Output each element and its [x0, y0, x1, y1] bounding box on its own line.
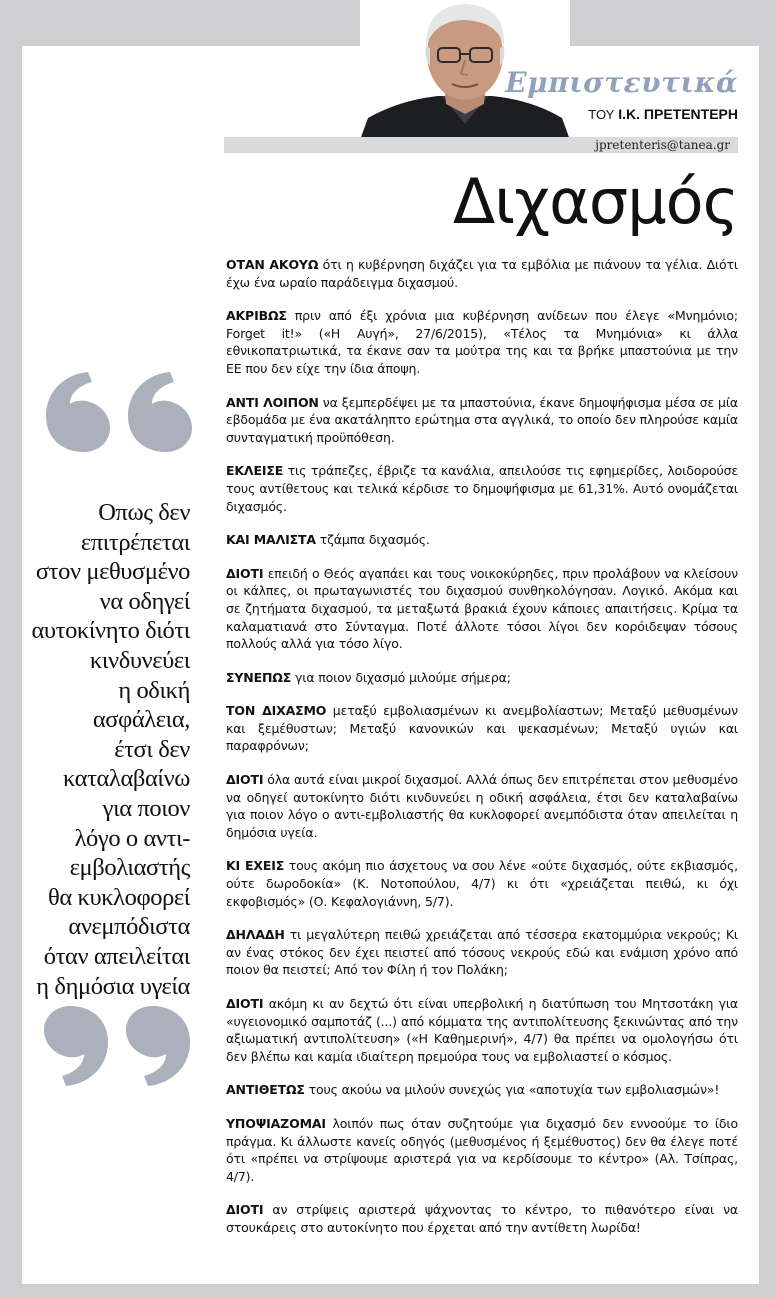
pull-quote-line: Οπως δεν	[98, 499, 190, 526]
paragraph-lead: ΔΙΟΤΙ	[226, 1202, 264, 1218]
paragraph-lead: ΥΠΟΨΙΑΖΟΜΑΙ	[226, 1115, 326, 1131]
paragraph-text: τους ακόμη πιο άσχετους να σου λένε «ούτε διχασμός, ούτε εκβιασμός, ούτε δωροδοκία» (Κ. Νοτοπούλου, 4/7) κι ότι «χρειάζεται πειθώ, κι όχι εκφοβισμός» (Ο. Κεφαλογιάννη, 5/7).	[226, 858, 738, 909]
paragraph	[226, 565, 738, 653]
paragraph-text: να ξεμπερδέψει με τα μπαστούνια, έκανε δημοψήφισμα μέσα σε μία εβδομάδα με ένα ακατάληπτο ερώτημα στα αγγλικά, το οποίο δεν πληρούσε καμία συνταγματική προϋπόθεση.	[226, 394, 738, 445]
email-bar	[224, 137, 738, 153]
paragraph-text: μεταξύ εμβολιασμένων κι ανεμβολίαστων; Μεταξύ μεθυσμένων και ξεμέθυστων; Μεταξύ κανονικών και ψεκασμένων; Μεταξύ υγιών και παραφρόνων;	[226, 703, 738, 754]
pull-quote-line: για ποιον	[102, 794, 190, 822]
paragraph-lead: ΑΚΡΙΒΩΣ	[226, 308, 287, 324]
paragraph	[226, 462, 738, 515]
paragraph-lead: ΔΙΟΤΙ	[226, 996, 264, 1011]
author-email: jpretenteris@tanea.gr	[595, 138, 730, 152]
paragraph-lead: ΤΟΝ ΔΙΧΑΣΜΟ	[226, 703, 327, 719]
byline-prefix: ΤΟΥ	[588, 107, 615, 122]
paragraph-text: τις τράπεζες, έβριζε τα κανάλια, απειλούσε τις εφημερίδες, λοιδορούσε τους αντίθετους και τελικά κέρδισε το δημοψήφισμα με 61,31%. Αυτό ονομάζεται διχασμός.	[226, 463, 738, 514]
paragraph	[226, 1115, 738, 1185]
paragraph	[226, 669, 738, 687]
paragraph	[226, 307, 738, 377]
pull-quote	[30, 498, 190, 1001]
paragraph-text: για ποιον διχασμό μιλούμε σήμερα;	[291, 669, 511, 685]
article-body	[226, 256, 738, 1253]
paragraph	[226, 995, 738, 1065]
byline	[470, 106, 738, 122]
open-quote-icon	[44, 372, 204, 452]
pull-quote-line: η δημόσια υγεία	[36, 972, 190, 1000]
paragraph-text: επειδή ο Θεός αγαπάει και τους νοικοκύρηδες, πριν προλάβουν να κλείσουν οι κάλπες, οι πρωταγωνιστές του διχασμού συνθηκολόγησαν. Λογικό. Ακόμα και σε ζητήματα διχασμού, τα μεταξωτά βρακιά έχουν κάποιες απαιτήσεις. Κρίμα τα καλαματιανά στο Σύνταγμα. Ποτέ άλλοτε τόσοι λίγοι δεν κορόιδεψαν τόσους πολλούς αλλά για τόσο λίγο.	[226, 565, 738, 652]
close-quote-icon	[44, 1006, 204, 1086]
pull-quote-line: ασφάλεια,	[92, 706, 190, 734]
paragraph	[226, 857, 738, 910]
paragraph-lead: ΚΙ ΕΧΕΙΣ	[226, 858, 285, 874]
paragraph-text: ακόμη κι αν δεχτώ ότι είναι υπερβολική η διατύπωση του Μητσοτάκη για «υγειονομικό σαμποτάζ (...) από κόμματα της αντιπολίτευσης ξεκινώντας από την αξιωματική αντιπολίτευση» («Η Καθημερινή», 4/7) θα πρέπει να ομολογήσω ότι δεν βλέπω και καμία ιδιαίτερη πρεμούρα τους να εμβολιαστεί ο κόσμος.	[226, 996, 738, 1064]
pull-quote-line: έτσι δεν	[114, 735, 190, 763]
paragraph-lead: ΕΚΛΕΙΣΕ	[226, 463, 284, 479]
paragraph	[226, 531, 738, 549]
paragraph	[226, 702, 738, 755]
headline: Διχασμός	[452, 165, 738, 238]
pull-quote-line: όταν απειλείται	[43, 942, 190, 970]
paragraph-lead: ΔΙΟΤΙ	[226, 565, 264, 581]
paragraph-lead: ΑΝΤΙΘΕΤΩΣ	[226, 1082, 305, 1098]
pull-quote-line: αυτοκίνητο διότι	[31, 617, 190, 645]
paragraph-lead: ΚΑΙ ΜΑΛΙΣΤΑ	[226, 532, 316, 548]
paragraph	[226, 771, 738, 841]
pull-quote-line: λόγο ο αντι-	[74, 824, 190, 852]
paragraph-text: τι μεγαλύτερη πειθώ χρειάζεται από τέσσερα εκατομμύρια νεκρούς; Κι αν ένας στόκος δεν έχει πειστεί από τόσους νεκρούς εδώ και ενάμιση χρόνο από ποιον θα πειστεί; Από τον Φίλη ή τον Πολάκη;	[226, 927, 738, 978]
paragraph-lead: ΑΝΤΙ ΛΟΙΠΟΝ	[226, 394, 319, 410]
paragraph-lead: ΔΗΛΑΔΗ	[226, 927, 285, 943]
paragraph	[226, 1201, 738, 1236]
pull-quote-line: να οδηγεί	[99, 587, 190, 615]
pull-quote-line: θα κυκλοφορεί	[48, 883, 190, 911]
pull-quote-line: εμβολιαστής	[69, 854, 190, 882]
paragraph-text: τους ακούω να μιλούν συνεχώς για «αποτυχία των εμβολιασμών»!	[304, 1082, 720, 1098]
pull-quote-line: στον μεθυσμένο	[35, 558, 190, 586]
pull-quote-line: η οδική	[118, 676, 190, 704]
paragraph-text: αν στρίψεις αριστερά ψάχνοντας το κέντρο, το πιθανότερο είναι να στουκάρεις στο αυτοκίνητο που έρχεται από την αντίθετη λωρίδα!	[226, 1202, 738, 1235]
paragraph-text: λοιπόν πως όταν συζητούμε για διχασμό δεν εννοούμε το ίδιο πράγμα. Κι άλλωστε κανείς οδηγός (μεθυσμένος ή ξεμέθυστος) δεν θα έλεγε ποτέ ότι «πρέπει να στρίψουμε αριστερά για να κερδίσουμε το κέντρο» (Αλ. Τσίπρας, 4/7).	[226, 1115, 738, 1184]
paragraph-lead: ΣΥΝΕΠΩΣ	[226, 669, 292, 685]
paragraph-lead: ΟΤΑΝ ΑΚΟΥΩ	[226, 257, 319, 272]
paragraph-text: ότι η κυβέρνηση διχάζει για τα εμβόλια με πιάνουν τα γέλια. Διότι έχω ένα ωραίο παράδειγμα διχασμού.	[226, 257, 739, 290]
paragraph-text: όλα αυτά είναι μικροί διχασμοί. Αλλά όπως δεν επιτρέπεται στον μεθυσμένο να οδηγεί αυτοκίνητο διότι κινδυνεύει η οδική ασφάλεια, έτσι δεν καταλαβαίνω για ποιον λόγο ο αντι-εμβολιαστής θα κυκλοφορεί ανεμπόδιστα όταν απειλείται η δημόσια υγεία.	[226, 772, 738, 840]
pull-quote-line: κινδυνεύει	[89, 646, 190, 674]
paragraph	[226, 394, 738, 447]
column-name: Εμπιστευτικά	[505, 66, 738, 99]
pull-quote-line: καταλαβαίνω	[62, 765, 190, 793]
paragraph-lead: ΔΙΟΤΙ	[226, 772, 264, 788]
paragraph-text: πριν από έξι χρόνια μια κυβέρνηση ανίδεων που έλεγε «Μνημόνιο; Forget it!» («Η Αυγή», 27/6/2015), «Τέλος τα Μνημόνια» κι άλλα εθνικοπατριωτικά, τα έκανε σαν τα μούτρα της και τα βρήκε μπαστούνια με την ΕΕ που δεν είχε την ίδια άποψη.	[226, 308, 738, 376]
pull-quote-line: ανεμπόδιστα	[68, 913, 190, 941]
paragraph	[226, 1081, 738, 1099]
paragraph	[226, 926, 738, 979]
paragraph-text: τζάμπα διχασμός.	[315, 532, 430, 548]
pull-quote-line: επιτρέπεται	[80, 528, 190, 556]
paragraph	[226, 256, 738, 291]
author-name: Ι.Κ. ΠΡΕΤΕΝΤΕΡΗ	[618, 106, 738, 122]
